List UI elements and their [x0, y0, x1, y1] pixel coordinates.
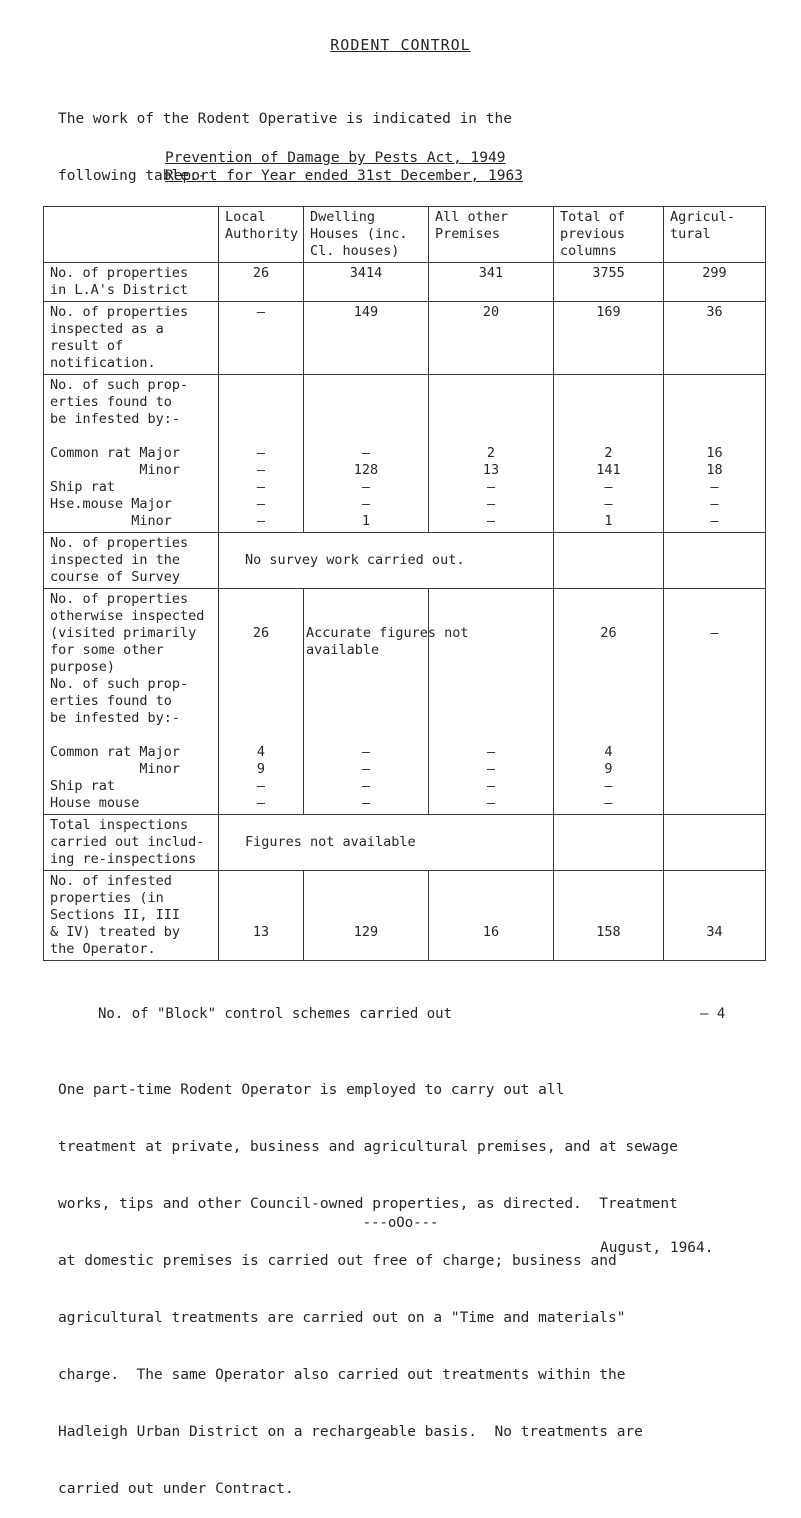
paragraph-line: at domestic premises is carried out free of charge; business and: [58, 1253, 617, 1269]
table-cell: [219, 871, 304, 961]
intro-text: [58, 72, 512, 205]
cell-value: [670, 817, 759, 834]
column-header: [429, 207, 554, 263]
table-cell: [429, 375, 554, 533]
narrative-paragraph: [58, 1043, 678, 1518]
table-cell: [554, 375, 664, 533]
cell-value: 26 4 9 – –: [252, 625, 270, 811]
cell-value: 341: [478, 265, 504, 281]
row-label: [44, 815, 219, 871]
cell-value: 20: [482, 304, 500, 320]
cell-value: 129: [353, 924, 379, 940]
row-label: [44, 263, 219, 302]
table-cell: [429, 302, 554, 375]
intro-line: The work of the Rodent Operative is indicated in the: [58, 111, 512, 127]
row-label: [44, 589, 219, 815]
row-label-text: No. of properties otherwise inspected (visited primarily for some other purpose) No. of such prop- erties found to be infested by:- Common rat Major Minor Ship rat House mouse: [50, 591, 205, 811]
cell-value: 16: [482, 924, 500, 940]
row-label-text: Total inspections carried out includ- ing re-inspections: [50, 817, 205, 867]
cell-value: 26 4 9 – –: [600, 625, 617, 811]
cell-value: 26: [252, 265, 270, 281]
table-cell: [304, 375, 429, 533]
row-label-text: No. of properties inspected as a result of notification.: [50, 304, 189, 371]
table-row: [44, 871, 766, 961]
table-cell: [664, 302, 766, 375]
cell-value: 149: [353, 304, 379, 320]
table-cell: [554, 871, 664, 961]
cell-value: – – – –: [486, 744, 496, 811]
spanned-note-cell: [219, 815, 554, 871]
table-row: [44, 815, 766, 871]
cell-value: 3414: [349, 265, 383, 281]
table-cell: [664, 533, 766, 589]
page-title: RODENT CONTROL: [330, 36, 471, 54]
column-header-text: Local Authority: [225, 209, 299, 242]
column-header-text: Agricul- tural: [670, 209, 736, 242]
row-label: [44, 871, 219, 961]
table-row: [44, 533, 766, 589]
cell-value: 2 13 – – –: [482, 445, 500, 529]
table-cell: [664, 263, 766, 302]
spanned-note: Figures not available: [245, 834, 416, 850]
cell-value: –: [710, 625, 719, 641]
report-period-title: Report for Year ended 31st December, 1963: [165, 168, 523, 184]
row-label-text: No. of properties in L.A's District: [50, 265, 189, 298]
table-cell: [554, 263, 664, 302]
row-label-text: No. of properties inspected in the course of Survey: [50, 535, 189, 585]
cell-value: 299: [702, 265, 727, 281]
table-cell: [664, 871, 766, 961]
cell-value: 158: [596, 924, 621, 940]
spanned-note-cell: [219, 533, 554, 589]
cell-value: –: [256, 304, 266, 320]
cell-value: 169: [596, 304, 621, 320]
row-label: [44, 375, 219, 533]
paragraph-line: works, tips and other Council-owned properties, as directed. Treatment: [58, 1196, 678, 1212]
table-cell: [554, 302, 664, 375]
paragraph-line: Hadleigh Urban District on a rechargeable basis. No treatments are: [58, 1424, 643, 1440]
cell-value: 36: [706, 304, 723, 320]
row-label-text: No. of such prop- erties found to be infested by:- Common rat Major Minor Ship rat Hse.mouse Major Minor: [50, 377, 189, 529]
column-header: [554, 207, 664, 263]
table-header-row: [44, 207, 766, 263]
column-header-text: All other Premises: [435, 209, 509, 242]
intro-line: following table:-: [58, 168, 207, 184]
cell-value: – – – – –: [256, 445, 266, 529]
table-cell: [304, 302, 429, 375]
table-cell: [554, 815, 664, 871]
table-row: [44, 302, 766, 375]
table-cell: [219, 589, 304, 815]
block-control-value: – 4: [700, 1006, 726, 1022]
table-cell: [554, 533, 664, 589]
column-header: [664, 207, 766, 263]
report-act-title: Prevention of Damage by Pests Act, 1949: [165, 150, 506, 166]
cell-value: [670, 535, 759, 552]
cell-value: [560, 535, 657, 552]
cell-value: 16 18 – – –: [706, 445, 723, 529]
table-row: [44, 589, 766, 815]
table-cell: [554, 589, 664, 815]
cell-value: – 128 – – 1: [353, 445, 379, 529]
row-label: [44, 302, 219, 375]
cell-value: 3755: [592, 265, 625, 281]
row-label: [44, 533, 219, 589]
cell-value: [560, 817, 657, 834]
paragraph-line: treatment at private, business and agricultural premises, and at sewage: [58, 1139, 678, 1155]
spanned-note: No survey work carried out.: [245, 552, 465, 568]
table-cell: [429, 589, 554, 815]
table-cell: [664, 815, 766, 871]
column-header-text: Dwelling Houses (inc. Cl. houses): [310, 209, 408, 259]
table-cell: [429, 871, 554, 961]
table-cell: [664, 375, 766, 533]
table-cell: [429, 263, 554, 302]
table-cell: [304, 263, 429, 302]
unavailable-note: Accurate figures not available: [306, 625, 469, 658]
paragraph-line: charge. The same Operator also carried out treatments within the: [58, 1367, 626, 1383]
block-control-label: No. of "Block" control schemes carried out: [98, 1006, 453, 1022]
column-header: [219, 207, 304, 263]
column-header: [44, 207, 219, 263]
rodent-report-table: [43, 206, 766, 961]
table-cell: [219, 375, 304, 533]
row-label-text: No. of infested properties (in Sections II, III & IV) treated by the Operator.: [50, 873, 181, 957]
column-header-text: [50, 209, 212, 226]
paragraph-line: One part-time Rodent Operator is employed to carry out all: [58, 1082, 565, 1098]
cell-value: – – – –: [361, 744, 371, 811]
table-row: [44, 263, 766, 302]
column-header-text: Total of previous columns: [560, 209, 626, 259]
table-cell: [664, 589, 766, 815]
table-cell: [304, 871, 429, 961]
table-cell: [304, 589, 469, 815]
cell-value: 2 141 – – 1: [596, 445, 621, 529]
table-cell: [219, 302, 304, 375]
column-header: [304, 207, 429, 263]
cell-value: 13: [252, 924, 270, 940]
report-date: August, 1964.: [600, 1240, 714, 1256]
section-separator: ---oOo---: [362, 1215, 439, 1231]
table-row: [44, 375, 766, 533]
paragraph-line: carried out under Contract.: [58, 1481, 294, 1497]
paragraph-line: agricultural treatments are carried out on a "Time and materials": [58, 1310, 626, 1326]
cell-value: 34: [706, 924, 723, 940]
table-cell: [219, 263, 304, 302]
